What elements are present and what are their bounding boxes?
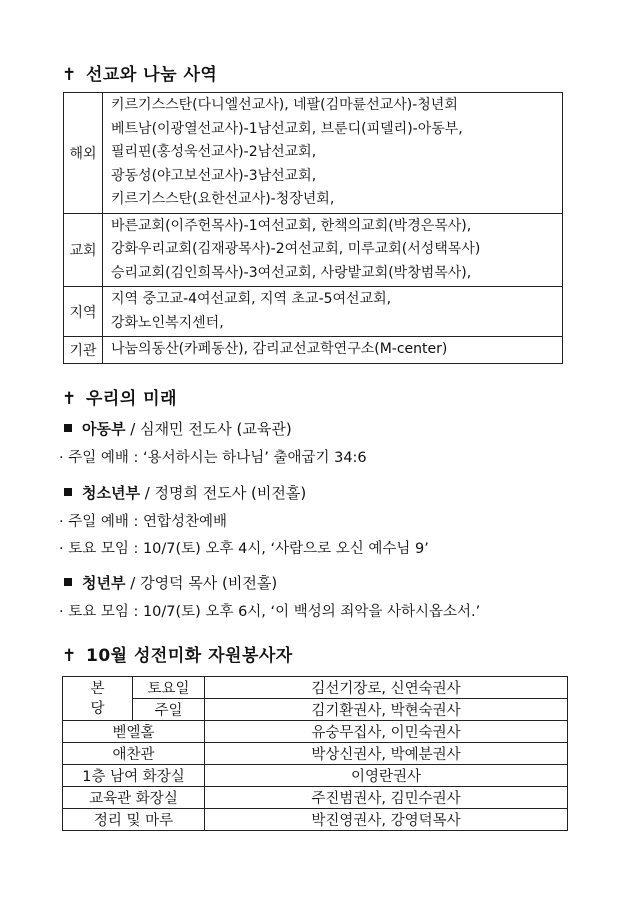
square-bullet-icon — [64, 488, 72, 496]
mission-row — [64, 287, 563, 337]
category-body — [103, 213, 563, 287]
text-line: 키르기스스탄(다니엘선교사), 네팔(김마륜선교사)-청년회 — [111, 97, 458, 113]
volunteer-names: 박진영권사, 강영덕목사 — [205, 809, 568, 831]
place-label: 교육관 화장실 — [63, 787, 205, 809]
text-line: 베트남(이광열선교사)-1남선교회, 브룬디(피델리)-아동부, — [111, 120, 463, 137]
square-bullet-icon — [64, 424, 72, 432]
cross-icon: ✝ — [62, 646, 77, 666]
section-title: 우리의 미래 — [86, 389, 178, 409]
text-line: 강화노인복지센터, — [111, 314, 224, 331]
mission-row — [64, 337, 563, 364]
volunteer-row — [63, 809, 568, 831]
mission-row — [64, 93, 563, 214]
sub-label: 주일 — [133, 699, 205, 721]
text-line: 바른교회(이주헌목사)-1여선교회, 한책의교회(박경은목사), — [111, 217, 472, 234]
dept-name: 청년부 — [82, 574, 126, 592]
volunteer-row — [63, 765, 568, 787]
schedule-item: · 주일 예배 : ‘용서하시는 하나님’ 출애굽기 34:6 — [59, 450, 367, 466]
text-line: 나눔의동산(카페동산), 감리교선교학연구소(M-center) — [111, 341, 448, 357]
mission-row — [64, 213, 563, 287]
dept-name: 청소년부 — [82, 484, 140, 502]
label-char: 당 — [90, 700, 105, 717]
text-line: 지역 중고교-4여선교회, 지역 초교-5여선교회, — [111, 291, 392, 307]
volunteer-row — [63, 677, 568, 699]
dept-heading — [64, 482, 306, 503]
text-line: 키르기스스탄(요한선교사)-청장년회, — [111, 191, 335, 207]
volunteer-row — [63, 699, 568, 721]
cross-icon: ✝ — [62, 65, 77, 85]
section-heading-mission — [62, 60, 217, 85]
text-line: 필리핀(홍성욱선교사)-2남선교회, — [111, 144, 317, 160]
cross-icon: ✝ — [62, 389, 77, 409]
label-char: 본 — [90, 680, 105, 697]
volunteer-names: 이영란권사 — [205, 765, 568, 787]
mission-table — [63, 92, 563, 364]
section-title: 10월 성전미화 자원봉사자 — [86, 646, 293, 666]
sub-label: 토요일 — [133, 677, 205, 699]
dept-heading — [64, 572, 277, 593]
place-label: 벧엘홀 — [63, 721, 205, 743]
schedule-item: · 토요 모임 : 10/7(토) 오후 6시, ‘이 백성의 죄악을 사하시옵소서.’ — [59, 604, 481, 620]
place-label: 1층 남여 화장실 — [63, 765, 205, 787]
text-line: 강화우리교회(김재광목사)-2여선교회, 미루교회(서성택목사) — [111, 241, 481, 257]
volunteer-row — [63, 743, 568, 765]
category-label: 해외 — [64, 93, 103, 214]
volunteer-names: 주진범권사, 김민수권사 — [205, 787, 568, 809]
category-body — [103, 93, 563, 214]
volunteer-row — [63, 787, 568, 809]
square-bullet-icon — [64, 578, 72, 586]
category-label: 지역 — [64, 287, 103, 337]
category-label: 교회 — [64, 213, 103, 287]
volunteer-row — [63, 721, 568, 743]
section-heading-volunteers — [62, 641, 293, 666]
schedule-item: · 주일 예배 : 연합성찬예배 — [59, 514, 228, 530]
category-label: 기관 — [64, 337, 103, 364]
main-sanctuary-label — [63, 677, 133, 721]
dept-heading — [64, 418, 292, 439]
dept-info: / 심재민 전도사 (교육관) — [125, 420, 292, 438]
category-body — [103, 337, 563, 364]
dept-name: 아동부 — [82, 420, 126, 438]
volunteer-names: 유숭무집사, 이민숙권사 — [205, 721, 568, 743]
volunteer-names: 김선기장로, 신연숙권사 — [205, 677, 568, 699]
text-line: 광동성(야고보선교사)-3남선교회, — [111, 167, 317, 184]
volunteer-table — [62, 676, 568, 831]
text-line: 승리교회(김인희목사)-3여선교회, 사랑밭교회(박창범목사), — [111, 264, 472, 281]
volunteer-names: 김기환권사, 박현숙권사 — [205, 699, 568, 721]
section-title: 선교와 나눔 사역 — [86, 65, 218, 85]
dept-info: / 강영덕 목사 (비전홀) — [125, 574, 278, 592]
schedule-item: · 토요 모임 : 10/7(토) 오후 4시, ‘사람으로 오신 예수님 9’ — [59, 541, 429, 557]
place-label: 애찬관 — [63, 743, 205, 765]
dept-info: / 정명희 전도사 (비전홀) — [139, 484, 307, 502]
category-body — [103, 287, 563, 337]
place-label: 정리 및 마루 — [63, 809, 205, 831]
volunteer-names: 박상신권사, 박예분권사 — [205, 743, 568, 765]
section-heading-future — [62, 384, 177, 409]
